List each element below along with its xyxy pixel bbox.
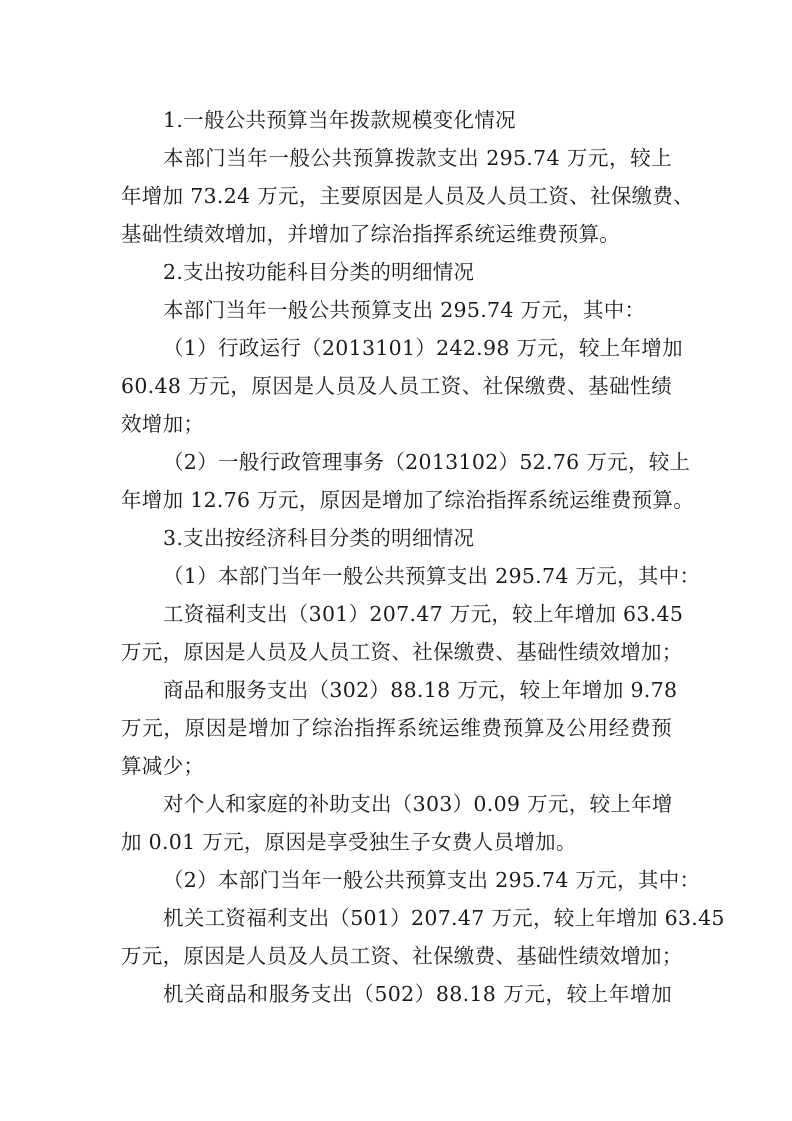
paragraph-line: 基础性绩效增加，并增加了综治指挥系统运维费预算。 <box>121 222 621 246</box>
paragraph-line: （2）本部门当年一般公共预算支出 295.74 万元，其中： <box>163 868 701 892</box>
paragraph-line: 商品和服务支出（302）88.18 万元，较上年增加 9.78 <box>163 678 678 702</box>
paragraph-line: 算减少； <box>121 754 205 778</box>
paragraph-line: 本部门当年一般公共预算支出 295.74 万元，其中： <box>163 298 646 322</box>
paragraph-line: （1）行政运行（2013101）242.98 万元，较上年增加 <box>163 336 683 360</box>
paragraph-line: 万元，原因是增加了综治指挥系统运维费预算及公用经费预 <box>121 716 672 740</box>
paragraph-line: 年增加 12.76 万元，原因是增加了综治指挥系统运维费预算。 <box>121 488 695 512</box>
paragraph-line: 加 0.01 万元，原因是享受独生子女费人员增加。 <box>121 830 577 854</box>
heading-2: 2.支出按功能科目分类的明细情况 <box>163 260 475 284</box>
paragraph-line: 对个人和家庭的补助支出（303）0.09 万元，较上年增 <box>163 792 673 816</box>
heading-3: 3.支出按经济科目分类的明细情况 <box>163 526 475 550</box>
paragraph-line: 万元，原因是人员及人员工资、社保缴费、基础性绩效增加； <box>121 944 683 968</box>
paragraph-line: （2）一般行政管理事务（2013102）52.76 万元，较上 <box>163 450 691 474</box>
heading-1: 1.一般公共预算当年拨款规模变化情况 <box>163 108 516 132</box>
paragraph-line: （1）本部门当年一般公共预算支出 295.74 万元，其中： <box>163 564 701 588</box>
paragraph-line: 60.48 万元，原因是人员及人员工资、社保缴费、基础性绩 <box>121 374 672 398</box>
paragraph-line: 万元，原因是人员及人员工资、社保缴费、基础性绩效增加； <box>121 640 683 664</box>
paragraph-line: 本部门当年一般公共预算拨款支出 295.74 万元，较上 <box>163 146 672 170</box>
paragraph-line: 机关工资福利支出（501）207.47 万元，较上年增加 63.45 <box>163 906 725 930</box>
paragraph-line: 工资福利支出（301）207.47 万元，较上年增加 63.45 <box>163 602 684 626</box>
paragraph-line: 机关商品和服务支出（502）88.18 万元，较上年增加 <box>163 982 672 1006</box>
paragraph-line: 效增加； <box>121 412 205 436</box>
paragraph-line: 年增加 73.24 万元，主要原因是人员及人员工资、社保缴费、 <box>121 184 695 208</box>
